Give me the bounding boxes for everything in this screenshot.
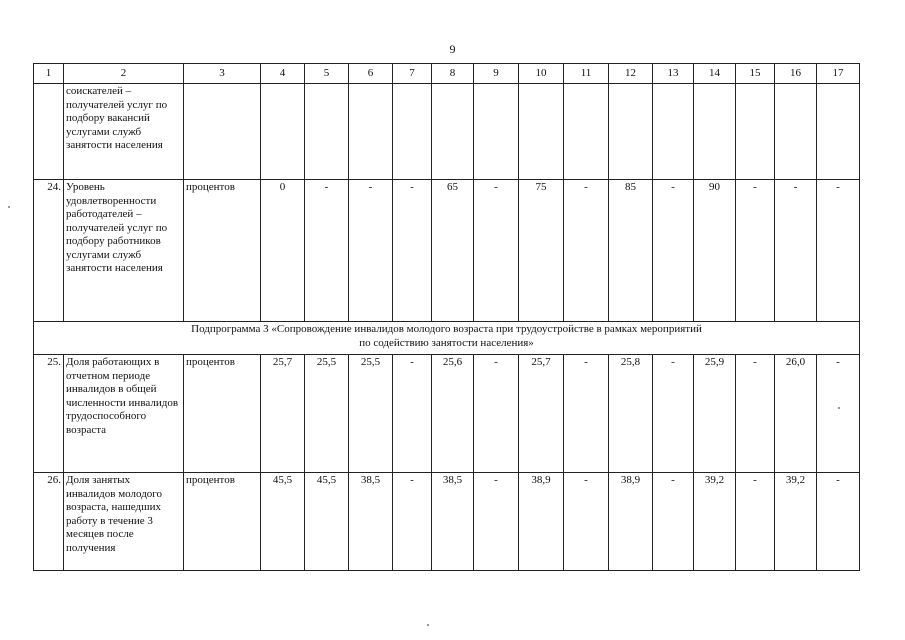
scan-speck xyxy=(427,624,429,626)
value-cell: - xyxy=(775,180,817,322)
value-cell: 90 xyxy=(694,180,736,322)
subprogram-title-line-1: Подпрограмма 3 «Сопровождение инвалидов молодого возраста при трудоустройстве в рамках мероприятий xyxy=(191,323,702,335)
value-cell: - xyxy=(817,180,860,322)
indicator-name: Доля занятых инвалидов молодого возраста, нашедших работу в течение 3 месяцев после получения xyxy=(64,473,184,571)
value-cell: - xyxy=(393,180,432,322)
table-row xyxy=(34,355,860,473)
unit-cell: процентов xyxy=(184,355,261,473)
row-number xyxy=(34,84,64,180)
value-cell: 75 xyxy=(519,180,564,322)
unit-cell: процентов xyxy=(184,473,261,571)
column-header: 17 xyxy=(817,64,860,84)
indicator-name: соискателей – получателей услуг по подбору вакансий услугами служб занятости населения xyxy=(64,84,184,180)
table-row xyxy=(34,84,860,180)
column-header: 15 xyxy=(736,64,775,84)
value-cell xyxy=(305,84,349,180)
section-row xyxy=(34,322,860,355)
value-cell xyxy=(775,84,817,180)
value-cell: - xyxy=(474,180,519,322)
scan-speck xyxy=(8,206,10,208)
value-cell: 38,9 xyxy=(519,473,564,571)
value-cell: - xyxy=(736,180,775,322)
unit-cell: процентов xyxy=(184,180,261,322)
value-cell: 45,5 xyxy=(261,473,305,571)
column-header: 12 xyxy=(609,64,653,84)
value-cell xyxy=(564,84,609,180)
column-header: 14 xyxy=(694,64,736,84)
value-cell: - xyxy=(393,355,432,473)
value-cell xyxy=(432,84,474,180)
column-header: 9 xyxy=(474,64,519,84)
table-row xyxy=(34,473,860,571)
value-cell: 25,9 xyxy=(694,355,736,473)
value-cell: - xyxy=(349,180,393,322)
value-cell: 25,7 xyxy=(519,355,564,473)
value-cell: - xyxy=(736,355,775,473)
subprogram-heading xyxy=(34,322,860,355)
value-cell: - xyxy=(817,473,860,571)
value-cell: 25,8 xyxy=(609,355,653,473)
value-cell: 25,6 xyxy=(432,355,474,473)
value-cell xyxy=(349,84,393,180)
row-number: 24. xyxy=(34,180,64,322)
value-cell: - xyxy=(653,355,694,473)
value-cell: 85 xyxy=(609,180,653,322)
value-cell: - xyxy=(564,355,609,473)
column-header: 7 xyxy=(393,64,432,84)
indicators-table xyxy=(33,63,860,571)
value-cell: - xyxy=(564,473,609,571)
subprogram-title-line-2: по содействию занятости населения» xyxy=(359,336,534,349)
row-number: 26. xyxy=(34,473,64,571)
value-cell xyxy=(653,84,694,180)
value-cell: 39,2 xyxy=(775,473,817,571)
value-cell: - xyxy=(564,180,609,322)
column-header: 11 xyxy=(564,64,609,84)
unit-cell xyxy=(184,84,261,180)
value-cell: 25,7 xyxy=(261,355,305,473)
column-header: 1 xyxy=(34,64,64,84)
value-cell: - xyxy=(393,473,432,571)
value-cell: - xyxy=(474,355,519,473)
value-cell xyxy=(474,84,519,180)
value-cell: 26,0 xyxy=(775,355,817,473)
value-cell: - xyxy=(736,473,775,571)
value-cell: 38,5 xyxy=(349,473,393,571)
column-header: 3 xyxy=(184,64,261,84)
indicator-name: Уровень удовлетворенности работодателей – получателей услуг по подбору работников услугами служб занятости населения xyxy=(64,180,184,322)
column-header: 4 xyxy=(261,64,305,84)
value-cell: 0 xyxy=(261,180,305,322)
value-cell xyxy=(393,84,432,180)
value-cell: 45,5 xyxy=(305,473,349,571)
column-header: 13 xyxy=(653,64,694,84)
column-header: 10 xyxy=(519,64,564,84)
value-cell: - xyxy=(653,473,694,571)
value-cell: - xyxy=(474,473,519,571)
value-cell: 25,5 xyxy=(305,355,349,473)
scan-speck xyxy=(838,407,840,409)
page-number: 9 xyxy=(449,42,456,56)
value-cell: 65 xyxy=(432,180,474,322)
row-number: 25. xyxy=(34,355,64,473)
column-header: 2 xyxy=(64,64,184,84)
value-cell: - xyxy=(305,180,349,322)
value-cell: 38,5 xyxy=(432,473,474,571)
table-row xyxy=(34,180,860,322)
column-header: 5 xyxy=(305,64,349,84)
column-header: 8 xyxy=(432,64,474,84)
value-cell: - xyxy=(817,355,860,473)
value-cell xyxy=(817,84,860,180)
column-header: 6 xyxy=(349,64,393,84)
value-cell xyxy=(609,84,653,180)
header-row xyxy=(34,64,860,84)
value-cell xyxy=(736,84,775,180)
value-cell xyxy=(519,84,564,180)
value-cell xyxy=(261,84,305,180)
indicator-name: Доля работающих в отчетном периоде инвалидов в общей численности инвалидов трудоспособного возраста xyxy=(64,355,184,473)
value-cell: - xyxy=(653,180,694,322)
value-cell: 38,9 xyxy=(609,473,653,571)
column-header: 16 xyxy=(775,64,817,84)
value-cell: 39,2 xyxy=(694,473,736,571)
value-cell: 25,5 xyxy=(349,355,393,473)
value-cell xyxy=(694,84,736,180)
